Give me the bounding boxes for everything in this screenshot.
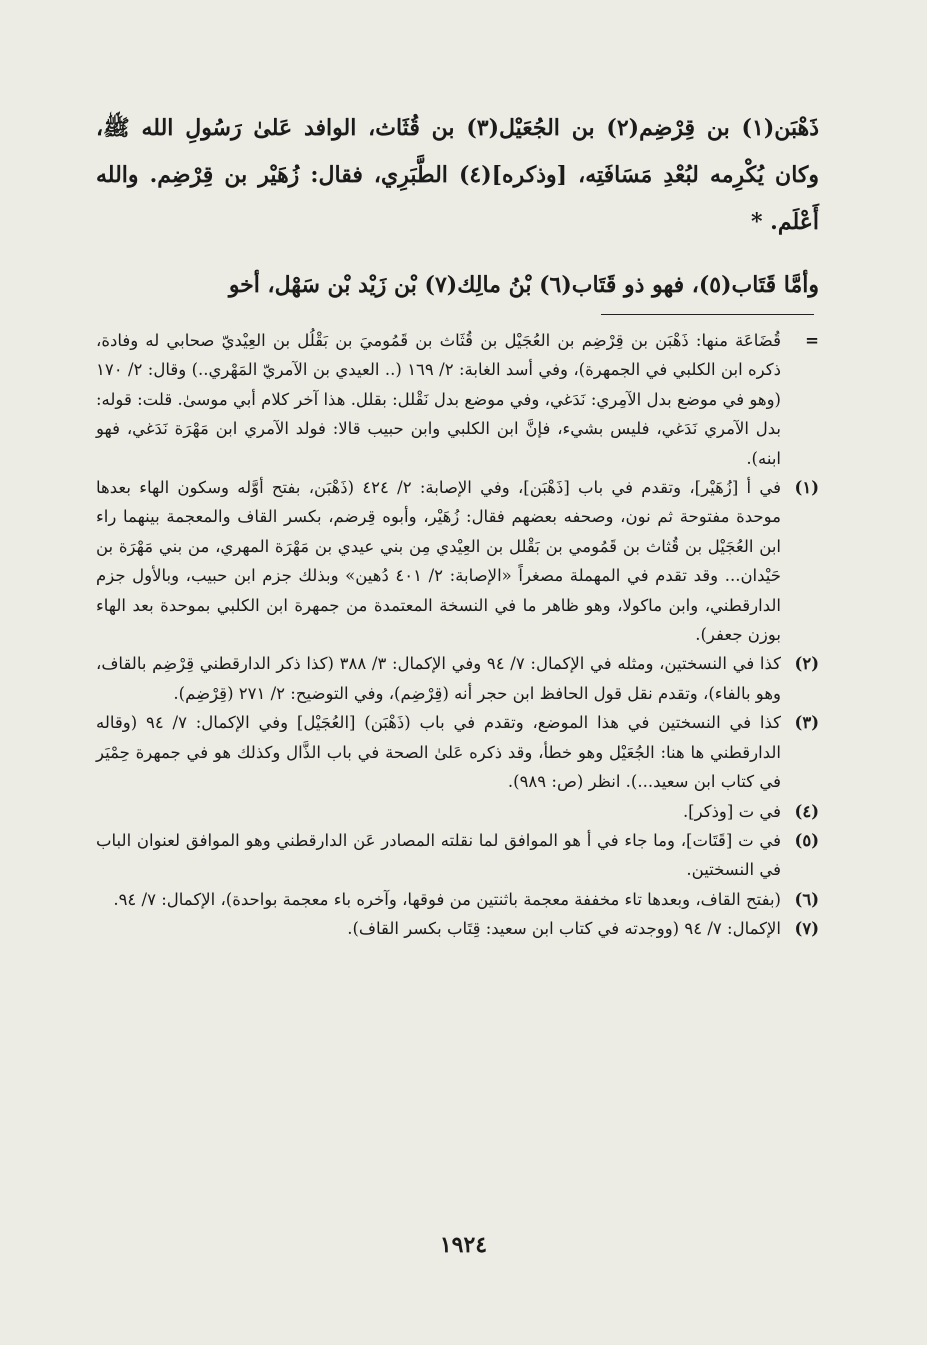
footnote-separator — [601, 314, 814, 315]
footnote-marker: (٥) — [794, 830, 819, 850]
footnote-marker: (٢) — [794, 654, 819, 674]
footnote-marker: (٦) — [794, 889, 819, 909]
footnote-text: (بفتح القاف، وبعدها تاء مخففة معجمة باثنتين من فوقها، وآخره باء معجمة بواحدة)، الإكمال: ٧/ ٩٤. — [113, 889, 781, 909]
footnote-text: الإكمال: ٧/ ٩٤ (ووجدته في كتاب ابن سعيد: قِتَاب بكسر القاف). — [347, 919, 781, 939]
footnote-text: قُضَاعَة منها: ذَهْبَن بن قِرْضِم بن العُجَيْل بن قُثَاث بن قَمُوميَ بن بَقْلُل بن العِيْديّ صحابي له وفادة، ذكره ابن الكلبي في الجمهرة)، وفي أسد الغابة: ٢/ ١٦٩ (.. العيدي بن الآمريّ المَهْري..) وقال: ٢/ ١٧٠ (وهو في موضع بدل الآمِري: نَدَغي، وفي موضع بدل نَقْلل: بقلل. هذا آخر كلام أبي موسىٰ. قلت: قوله: بدل الآمري نَدَغي، فليس بشيء، فإنَّ ابن الكلبي وابن حبيب قالا: فولد الآمري ابن مَهْرَة نَدَغي، فهو ابنه). — [96, 331, 781, 468]
footnote-text: كذا في النسختين، ومثله في الإكمال: ٧/ ٩٤ وفي الإكمال: ٣/ ٣٨٨ (كذا ذكر الدارقطني قِرْضِم بالقاف، وهو بالفاء)، وتقدم نقل قول الحافظ ابن حجر أنه (قِرْضِم)، وفي التوضيح: ٢/ ٢٧١ (قِرْضِم). — [96, 654, 781, 703]
footnote-text: في أ [زُهَيْر]، وتقدم في باب [ذَهْبَن]، وفي الإصابة: ٢/ ٤٢٤ (ذَهْبَن، بفتح أوَّله وسكون الهاء بعدها موحدة مفتوحة ثم نون، وصحفه بعضهم فقال: زُهَيْر، وأبوه قِرضم، بكسر القاف والمعجمة بينهما راء ابن العُجَيْل بن قُثاث بن قَمُومي بن بَقْلل بن العِيْدي مِن بني عيدي بن مَهْرَة المهري، من بني مَهْرَة بن حَيْدان... وقد تقدم في المهملة مصغراً «الإصابة: ٢/ ٤٠١ دُهين» وبذلك جزم ابن حبيب، وبالأول جزم الدارقطني، وابن ماكولا، وهو ظاهر ما في النسخة المعتمدة من جمهرة ابن الكلبي بموحدة بعد الهاء بوزن جعفر). — [96, 478, 781, 645]
footnote-marker: (٤) — [794, 801, 819, 821]
footnote-marker: (١) — [794, 478, 819, 498]
main-paragraph: ذَهْبَن(١) بن قِرْضِم(٢) بن الجُعَيْل(٣) بن قُثَاث، الوافد عَلىٰ رَسُولِ الله ﷺ، وكان يُكْرِمه لبُعْدِ مَسَافَتِه، [وذكره](٤) الطَّبَرِي، فقال: زُهَيْر بن قِرْضِم. والله أَعْلَم. * — [96, 115, 820, 235]
footnote-marker: (٧) — [794, 919, 819, 939]
footnote-text: كذا في النسختين في هذا الموضع، وتقدم في باب (ذَهْبَن) [العُجَيْل] وفي الإكمال: ٧/ ٩٤ (وقاله الدارقطني ها هنا: الجُعَيْل وهو خطأ، وقد ذكره عَلىٰ الصحة في باب الذَّال وكذلك هو في جمهرة حِمْيَر في كتاب ابن سعيد...). انظر (ص: ٩٨٩). — [96, 713, 781, 792]
page-number: ١٩٢٤ — [439, 1232, 488, 1258]
footnote-marker: (٣) — [794, 713, 819, 733]
footnote — [96, 914, 819, 943]
footnote — [96, 797, 819, 826]
footnote — [96, 826, 819, 885]
footnote — [96, 326, 819, 473]
footnotes — [96, 326, 819, 944]
footnote — [96, 649, 819, 708]
main-text — [96, 105, 819, 309]
footnote — [96, 473, 819, 649]
footnote — [96, 708, 819, 796]
footnote-text: في ت [وذكر]. — [682, 801, 781, 821]
footnote — [96, 885, 819, 914]
footnote-marker: = — [805, 331, 819, 350]
main-paragraph: وأمَّا قَتَاب(٥)، فهو ذو قَتَاب(٦) بْنُ مالِك(٧) بْن زَيْد بْن سَهْل، أخو — [228, 272, 819, 298]
footnote-text: في ت [قَتَات]، وما جاء في أ هو الموافق لما نقلته المصادر عَن الدارقطني وهو الموافق لعنوان الباب في النسختين. — [96, 830, 781, 880]
